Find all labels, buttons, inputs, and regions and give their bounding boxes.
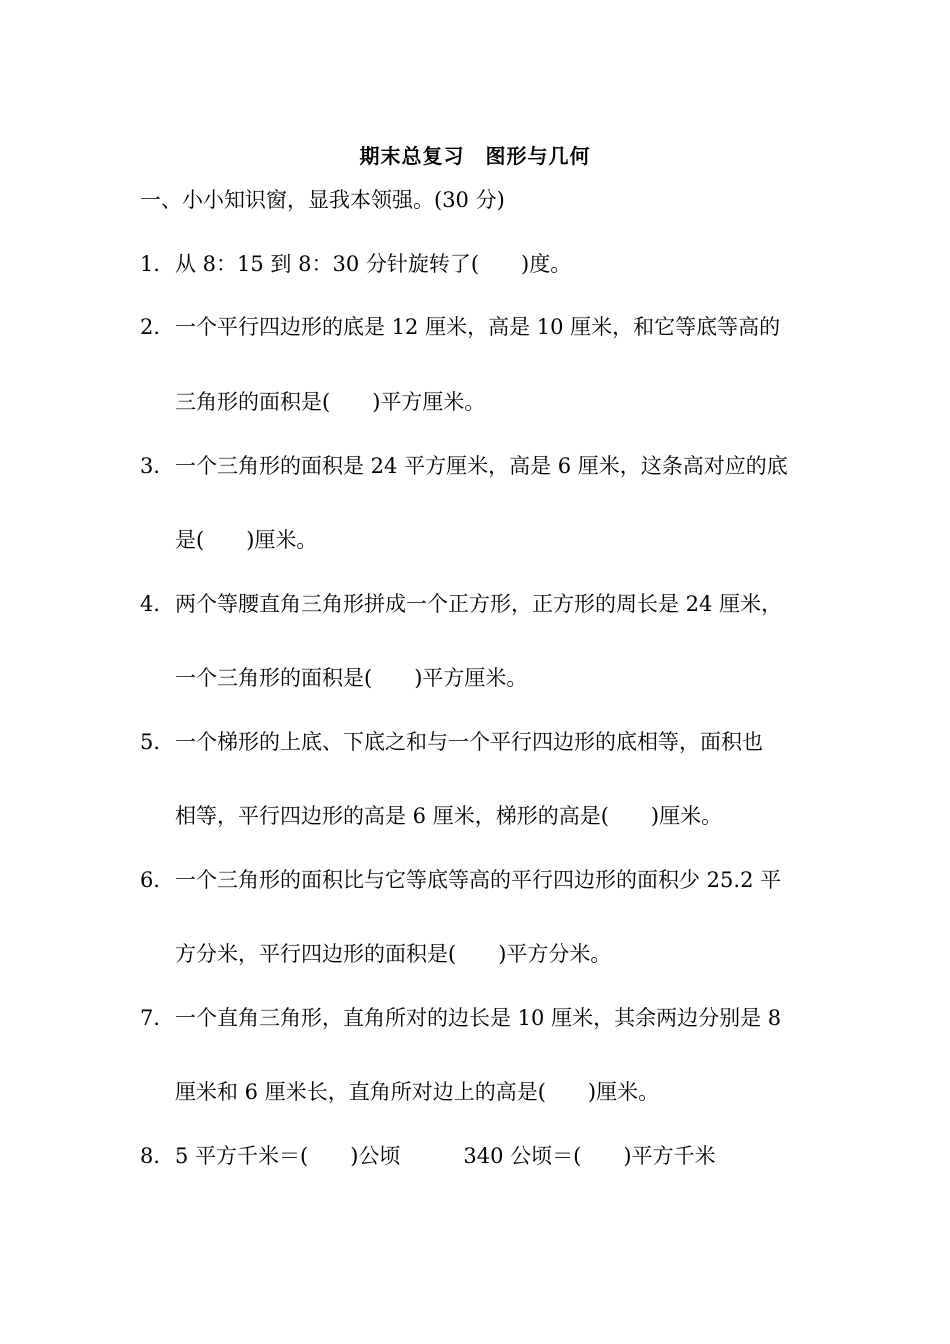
question-3-number: 3． [140, 454, 175, 478]
question-4-line-1: 两个等腰直角三角形拼成一个正方形，正方形的周长是 24 厘米， [175, 592, 783, 616]
question-7-line-2: 厘米和 6 厘米长，直角所对边上的高是( )厘米。 [175, 1080, 660, 1104]
question-3-line-2: 是( )厘米。 [175, 528, 318, 552]
question-6-line-2: 方分米，平行四边形的面积是( )平方分米。 [175, 942, 612, 966]
question-1-number: 1． [140, 252, 175, 276]
question-3-line-1: 一个三角形的面积是 24 平方厘米，高是 6 厘米，这条高对应的底 [175, 454, 788, 478]
question-2-line-2: 三角形的面积是( )平方厘米。 [175, 390, 486, 414]
question-6-number: 6． [140, 868, 175, 892]
section-heading: 一、小小知识窗，显我本领强。(30 分) [140, 188, 505, 212]
question-6-line-1: 一个三角形的面积比与它等底等高的平行四边形的面积少 25.2 平 [175, 868, 782, 892]
question-5-line-1: 一个梯形的上底、下底之和与一个平行四边形的底相等，面积也 [175, 730, 763, 754]
question-5-line-2: 相等，平行四边形的高是 6 厘米，梯形的高是( )厘米。 [175, 804, 723, 828]
question-4-number: 4． [140, 592, 175, 616]
question-1-line-1: 从 8：15 到 8：30 分针旋转了( )度。 [175, 252, 572, 276]
page-title: 期末总复习 图形与几何 [359, 144, 591, 168]
question-4-line-2: 一个三角形的面积是( )平方厘米。 [175, 666, 528, 690]
question-8-line-1: 5 平方千米＝( )公顷 340 公顷＝( )平方千米 [175, 1144, 716, 1168]
question-2-number: 2． [140, 315, 175, 339]
question-7-line-1: 一个直角三角形，直角所对的边长是 10 厘米，其余两边分别是 8 [175, 1006, 782, 1030]
question-2-line-1: 一个平行四边形的底是 12 厘米，高是 10 厘米，和它等底等高的 [175, 315, 781, 339]
question-5-number: 5． [140, 730, 175, 754]
question-8-number: 8． [140, 1144, 175, 1168]
question-7-number: 7． [140, 1006, 175, 1030]
